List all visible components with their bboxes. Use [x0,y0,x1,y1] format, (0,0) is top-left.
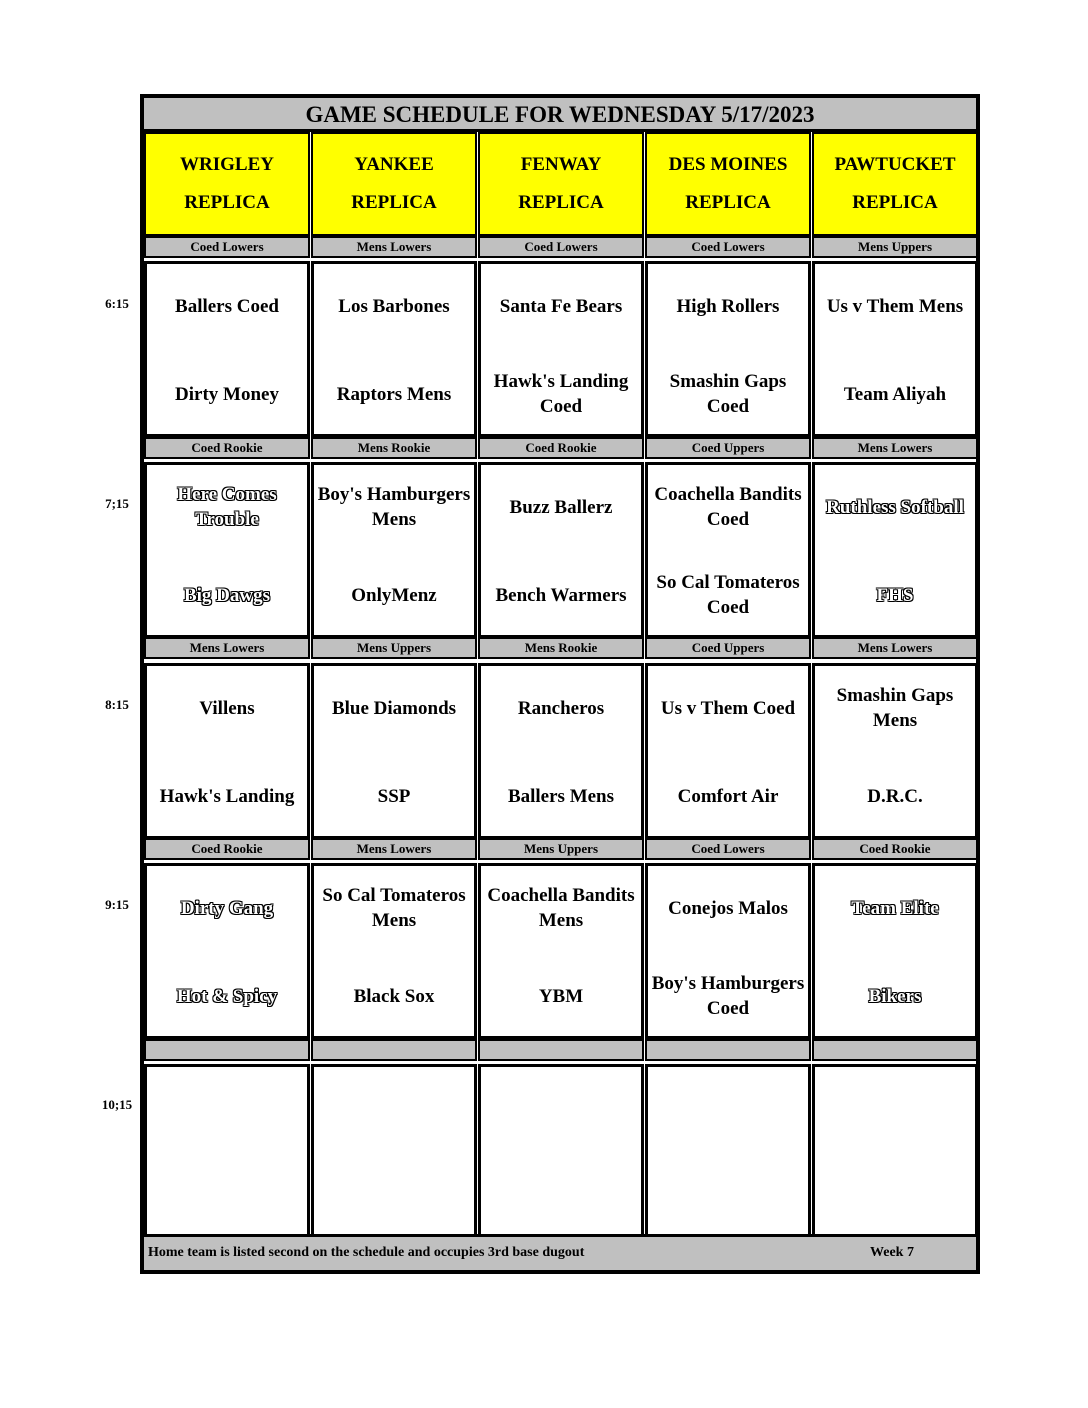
away-team: Us v Them Mens [826,295,964,317]
away-team: Ruthless Softball [826,496,964,518]
division-label: Mens Rookie [478,637,644,659]
week-label: Week 7 [870,1245,914,1260]
field-subtitle: REPLICA [184,192,270,213]
time-slot-label: 9:15 [105,897,129,912]
game-cell [144,663,310,839]
away-team: Here Comes Trouble [177,484,277,530]
away-team: Los Barbones [338,295,450,317]
home-team: SSP [377,785,411,807]
away-team: Boy's Hamburgers Mens [317,484,471,530]
away-team [147,1079,307,1139]
game-cell [311,1064,477,1240]
division-label: Coed Rookie [812,838,978,860]
home-team: FHS [876,584,914,606]
game-cell [478,462,644,638]
division-label: Mens Uppers [812,236,978,258]
home-team [648,1167,808,1227]
time-slot-label: 8:15 [105,697,129,712]
away-team: Ballers Coed [175,295,279,317]
field-subtitle: REPLICA [351,192,437,213]
home-team: Hawk's Landing Coed [493,371,629,417]
game-cell [812,1064,978,1240]
home-team: Hawk's Landing [159,785,295,807]
game-cell [311,462,477,638]
game-cell [478,1064,644,1240]
home-team: Black Sox [353,985,435,1007]
game-cell [144,1064,310,1240]
field-subtitle: REPLICA [518,192,604,213]
away-team [314,1079,474,1139]
away-team: Smashin Gaps Mens [836,685,954,731]
field-header [645,132,811,236]
division-label: Coed Lowers [478,236,644,258]
schedule-table [140,94,980,1274]
division-label: Coed Lowers [645,236,811,258]
division-label: Mens Lowers [144,637,310,659]
division-label [144,1039,310,1061]
field-name: FENWAY [520,154,602,175]
division-label: Coed Lowers [144,236,310,258]
division-label: Mens Lowers [311,236,477,258]
game-cell [812,261,978,437]
field-header [812,132,978,236]
away-team: Santa Fe Bears [499,295,623,317]
division-label: Coed Rookie [144,437,310,459]
field-subtitle: REPLICA [685,192,771,213]
away-team: Coachella Bandits Mens [487,885,635,931]
game-cell [645,261,811,437]
home-team: D.R.C. [867,785,923,807]
division-label: Mens Uppers [311,637,477,659]
game-cell [311,863,477,1039]
division-label [812,1039,978,1061]
home-team: Bench Warmers [495,584,627,606]
away-team: Conejos Malos [668,897,788,919]
field-name: YANKEE [354,154,434,175]
game-cell [645,1064,811,1240]
home-team: OnlyMenz [351,584,437,606]
field-header [144,132,310,236]
division-label: Coed Uppers [645,437,811,459]
division-label: Mens Uppers [478,838,644,860]
home-team [481,1167,641,1227]
home-team: Raptors Mens [336,383,452,405]
home-team: Comfort Air [677,785,779,807]
home-team [815,1167,975,1227]
field-name: PAWTUCKET [834,154,956,175]
division-label: Mens Lowers [812,437,978,459]
division-label [645,1039,811,1061]
away-team: Villens [199,697,255,719]
away-team: Blue Diamonds [331,697,457,719]
time-slot-label: 10;15 [101,1097,133,1112]
away-team: Rancheros [517,697,605,719]
schedule-title: GAME SCHEDULE FOR WEDNESDAY 5/17/2023 [144,98,976,132]
field-subtitle: REPLICA [852,192,938,213]
field-name: WRIGLEY [180,154,274,175]
schedule-footer [144,1234,976,1270]
away-team: Coachella Bandits Coed [654,484,802,530]
home-team: So Cal Tomateros Coed [656,572,800,618]
game-cell [144,462,310,638]
game-cell [812,863,978,1039]
time-slot-label: 6:15 [105,296,129,311]
home-team [147,1167,307,1227]
game-cell [311,663,477,839]
away-team: So Cal Tomateros Mens [322,885,466,931]
field-header [311,132,477,236]
game-cell [478,261,644,437]
home-team: Hot & Spicy [176,985,278,1007]
game-cell [478,663,644,839]
home-team: Smashin Gaps Coed [669,371,787,417]
division-label: Coed Uppers [645,637,811,659]
away-team: Buzz Ballerz [509,496,613,518]
division-label: Mens Lowers [812,637,978,659]
away-team [815,1079,975,1139]
division-label [478,1039,644,1061]
game-cell [645,863,811,1039]
game-cell [645,663,811,839]
game-cell [812,462,978,638]
home-team: Ballers Mens [507,785,615,807]
away-team [481,1079,641,1139]
division-label [311,1039,477,1061]
field-name: DES MOINES [668,154,788,175]
game-cell [812,663,978,839]
away-team [648,1079,808,1139]
away-team: Team Elite [851,897,939,919]
division-label: Coed Lowers [645,838,811,860]
game-cell [144,261,310,437]
footer-note: Home team is listed second on the schedule and occupies 3rd base dugout [148,1245,585,1260]
away-team: Us v Them Coed [660,697,796,719]
game-cell [645,462,811,638]
division-label: Coed Rookie [144,838,310,860]
field-header [478,132,644,236]
division-label: Mens Lowers [311,838,477,860]
game-cell [311,261,477,437]
home-team: YBM [538,985,584,1007]
home-team: Team Aliyah [843,383,947,405]
division-label: Mens Rookie [311,437,477,459]
home-team: Boy's Hamburgers Coed [651,973,805,1019]
away-team: High Rollers [676,295,780,317]
game-cell [478,863,644,1039]
home-team [314,1167,474,1227]
time-slot-label: 7;15 [105,496,129,511]
home-team: Bikers [868,985,922,1007]
home-team: Dirty Money [175,383,279,405]
home-team: Big Dawgs [183,584,271,606]
division-label: Coed Rookie [478,437,644,459]
away-team: Dirty Gang [180,897,274,919]
game-cell [144,863,310,1039]
